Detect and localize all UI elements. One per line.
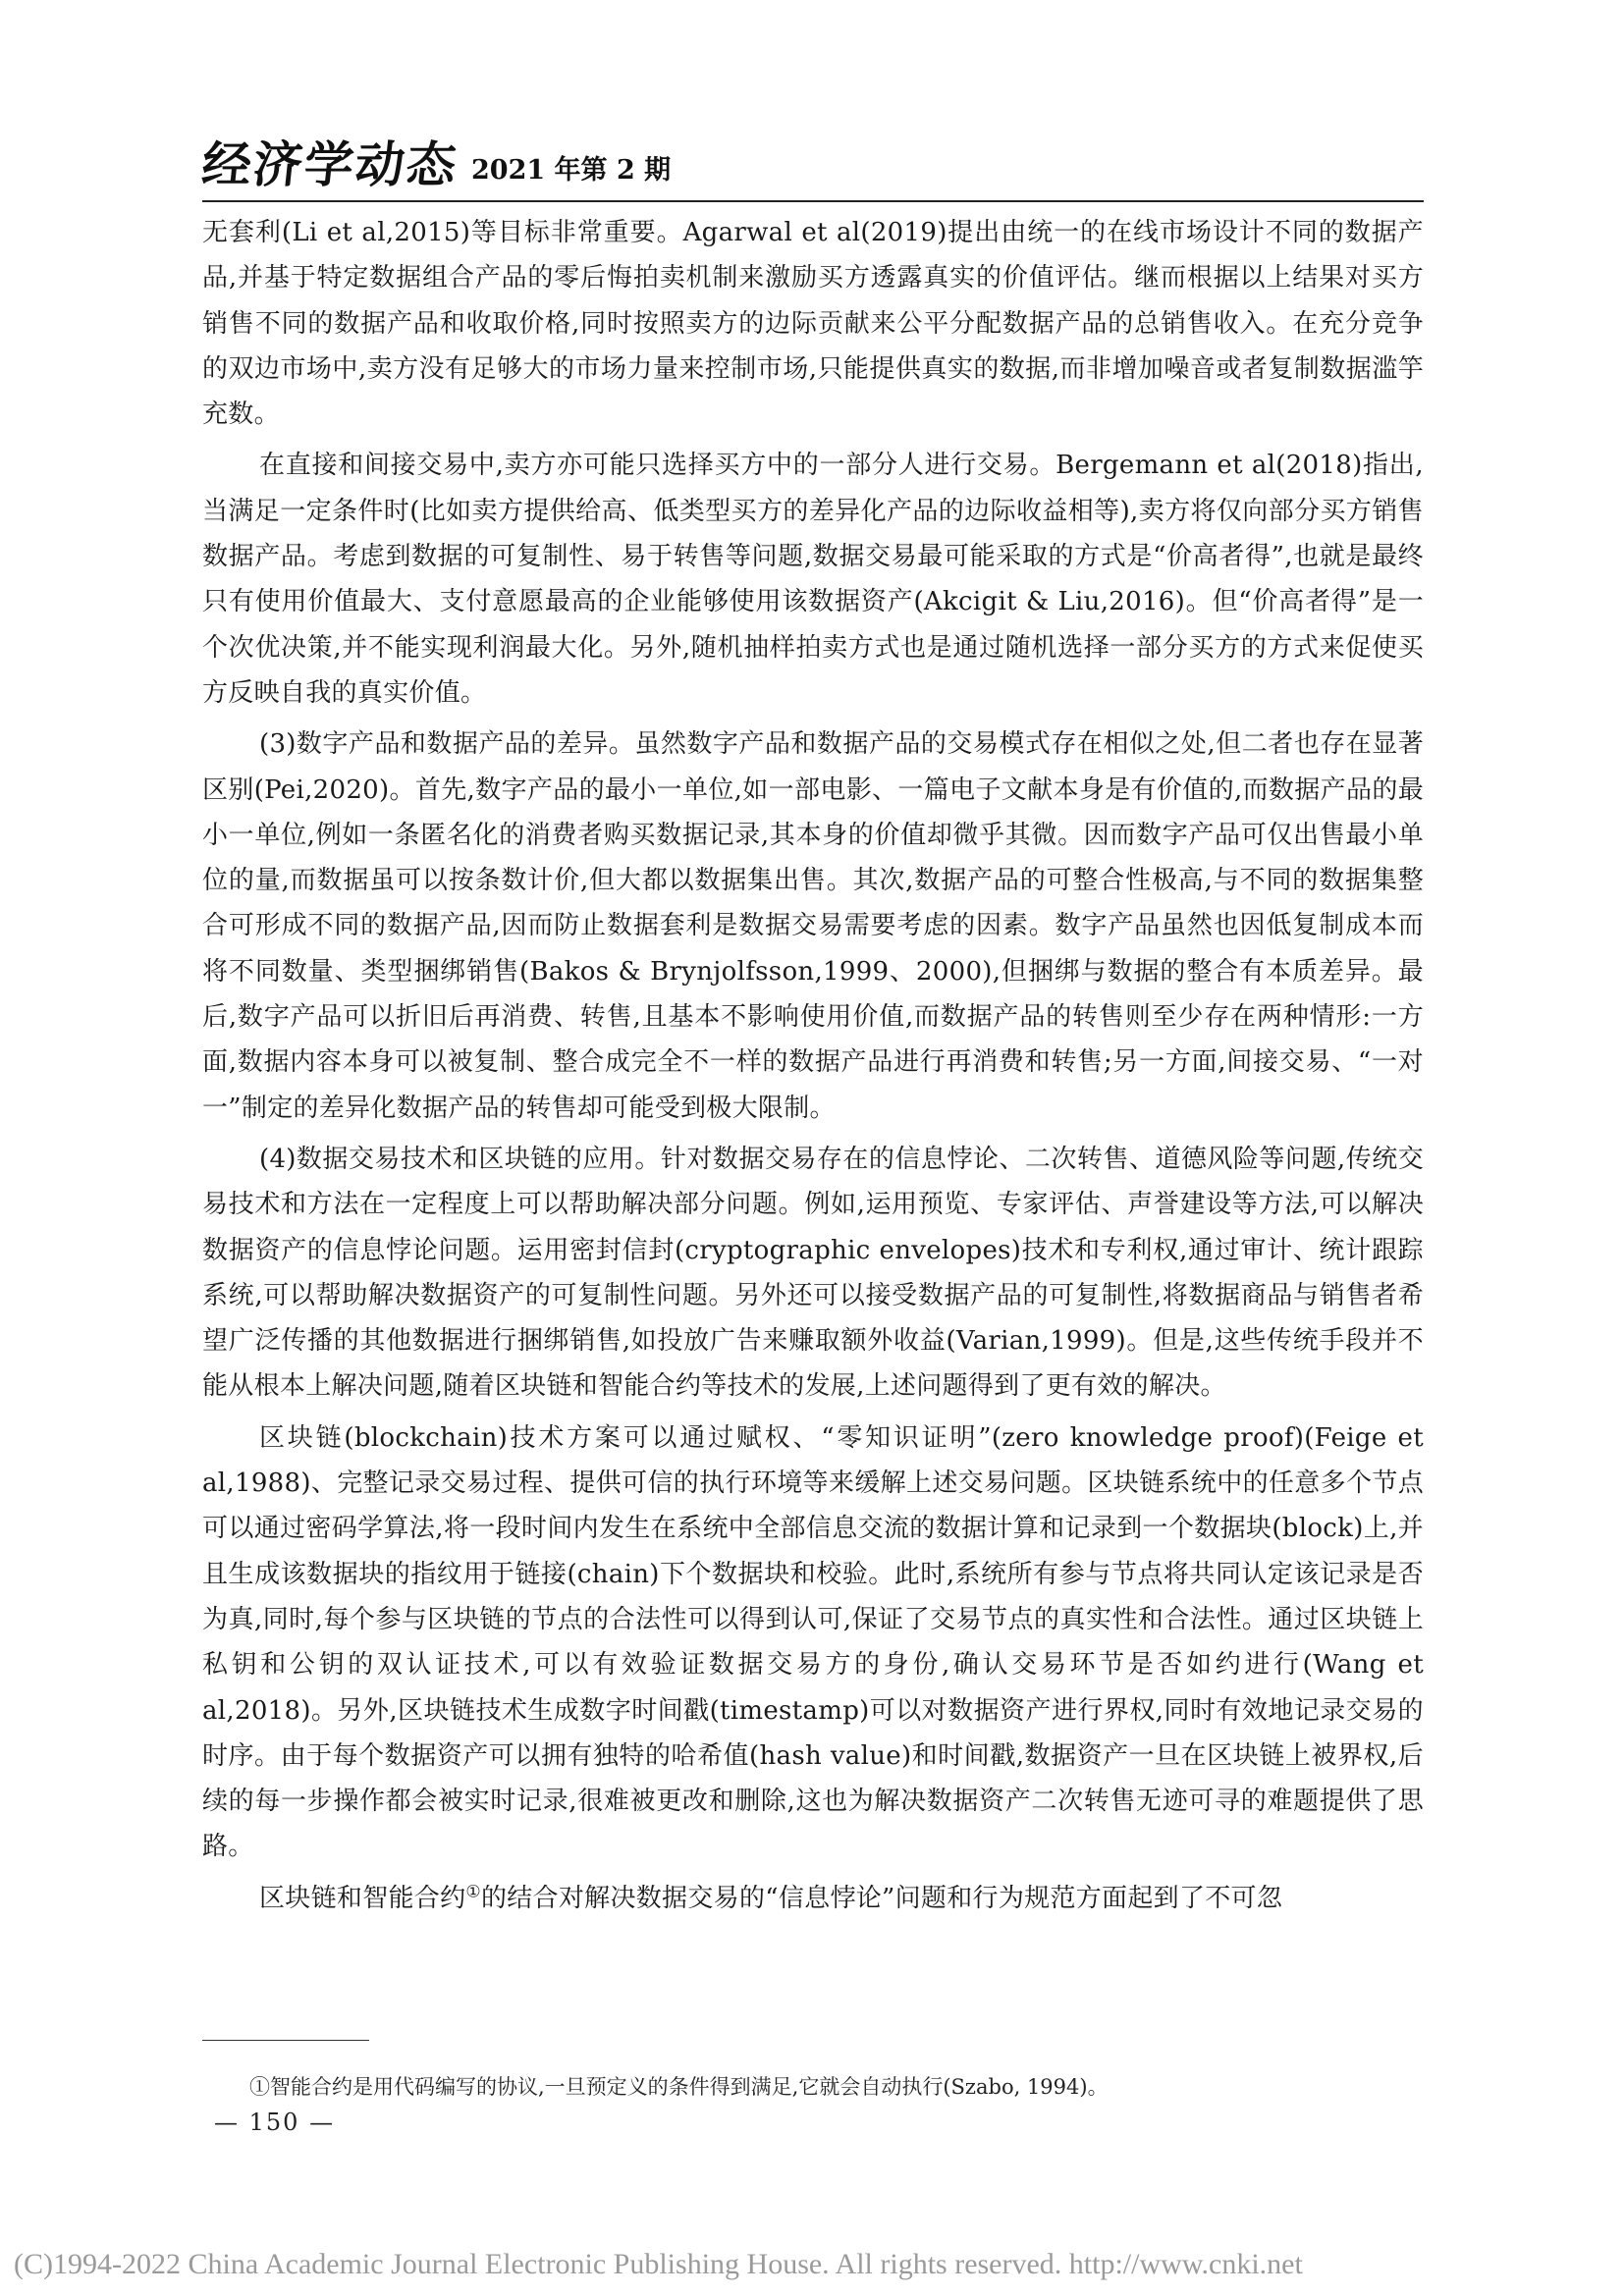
paragraph: (3)数字产品和数据产品的差异。虽然数字产品和数据产品的交易模式存在相似之处,但二者也存在显著区别(Pei,2020)。首先,数字产品的最小一单位,如一部电影、一篇电子文献本身是有价值的,而数据产品的最小一单位,例如一条匿名化的消费者购买数据记录,其本身的价值却微乎其微。因而数字产品可仅出售最小单位的量,而数据虽可以按条数计价,但大都以数据集出售。其次,数据产品的可整合性极高,与不同的数据集整合可形成不同的数据产品,因而防止数据套利是数据交易需要考虑的因素。数字产品虽然也因低复制成本而将不同数量、类型捆绑销售(Bakos & Brynjolfsson,1999、2000),但捆绑与数据的整合有本质差异。最后,数字产品可以折旧后再消费、转售,且基本不影响使用价值,而数据产品的转售则至少存在两种情形:一方面,数据内容本身可以被复制、整合成完全不一样的数据产品进行再消费和转售;另一方面,间接交易、“一对一”制定的差异化数据产品的转售却可能受到极大限制。 <box>202 729 1424 1123</box>
paragraph: 区块链(blockchain)技术方案可以通过赋权、“零知识证明”(zero knowledge proof)(Feige et al,1988)、完整记录交易过程、提供可信的执行环境等来缓解上述交易问题。区块链系统中的任意多个节点可以通过密码学算法,将一段时间内发生在系统中全部信息交流的数据计算和记录到一个数据块(block)上,并且生成该数据块的指纹用于链接(chain)下个数据块和校验。此时,系统所有参与节点将共同认定该记录是否为真,同时,每个参与区块链的节点的合法性可以得到认可,保证了交易节点的真实性和合法性。通过区块链上私钥和公钥的双认证技术,可以有效验证数据交易方的身份,确认交易环节是否如约进行(Wang et al,2018)。另外,区块链技术生成数字时间戳(timestamp)可以对数据资产进行界权,同时有效地记录交易的时序。由于每个数据资产可以拥有独特的哈希值(hash value)和时间戳,数据资产一旦在区块链上被界权,后续的每一步操作都会被实时记录,很难被更改和删除,这也为解决数据资产二次转售无迹可寻的难题提供了思路。 <box>202 1422 1424 1862</box>
paragraph: 无套利(Li et al,2015)等目标非常重要。Agarwal et al(2019)提出由统一的在线市场设计不同的数据产品,并基于特定数据组合产品的零后悔拍卖机制来激励买方透露真实的价值评估。继而根据以上结果对买方销售不同的数据产品和收取价格,同时按照卖方的边际贡献来公平分配数据产品的总销售收入。在充分竞争的双边市场中,卖方没有足够大的市场力量来控制市场,只能提供真实的数据,而非增加噪音或者复制数据滥竽充数。 <box>202 218 1424 430</box>
paragraph: (4)数据交易技术和区块链的应用。针对数据交易存在的信息悖论、二次转售、道德风险等问题,传统交易技术和方法在一定程度上可以帮助解决部分问题。例如,运用预览、专家评估、声誉建设等方法,可以解决数据资产的信息悖论问题。运用密封信封(cryptographic envelopes)技术和专利权,通过审计、统计跟踪系统,可以帮助解决数据资产的可复制性问题。另外还可以接受数据产品的可复制性,将数据商品与销售者希望广泛传播的其他数据进行捆绑销售,如投放广告来赚取额外收益(Varian,1999)。但是,这些传统手段并不能从根本上解决问题,随着区块链和智能合约等技术的发展,上述问题得到了更有效的解决。 <box>202 1144 1424 1402</box>
copyright-watermark: (C)1994-2022 China Academic Journal Electronic Publishing House. All rights reserved. http://www.cnki.net <box>14 2248 1303 2280</box>
footnote-mark[interactable]: ① <box>465 1882 481 1902</box>
page-number: — 150 — <box>214 2109 336 2136</box>
body-text <box>202 210 1424 1927</box>
paragraph: 在直接和间接交易中,卖方亦可能只选择买方中的一部分人进行交易。Bergemann et al(2018)指出,当满足一定条件时(比如卖方提供给高、低类型买方的差异化产品的边际收益相等),卖方将仅向部分买方销售数据产品。考虑到数据的可复制性、易于转售等问题,数据交易最可能采取的方式是“价高者得”,也就是最终只有使用价值最大、支付意愿最高的企业能够使用该数据资产(Akcigit & Liu,2016)。但“价高者得”是一个次优决策,并不能实现利润最大化。另外,随机抽样拍卖方式也是通过随机选择一部分买方的方式来促使买方反映自我的真实价值。 <box>202 451 1424 708</box>
footnote-rule <box>202 2040 369 2041</box>
issue-label: 2021 年第 2 期 <box>471 155 672 186</box>
journal-logo: 经济学动态 <box>198 135 461 193</box>
running-header <box>198 135 1424 193</box>
footnote: ①智能合约是用代码编写的协议,一旦预定义的条件得到满足,它就会自动执行(Szabo, 1994)。 <box>249 2075 1109 2099</box>
paragraph-text: 的结合对解决数据交易的“信息悖论”问题和行为规范方面起到了不可忽 <box>480 1883 1283 1913</box>
paragraph-text: 区块链和智能合约 <box>259 1883 466 1913</box>
paragraph-with-footnote <box>202 1876 1424 1921</box>
header-rule <box>202 200 1424 202</box>
